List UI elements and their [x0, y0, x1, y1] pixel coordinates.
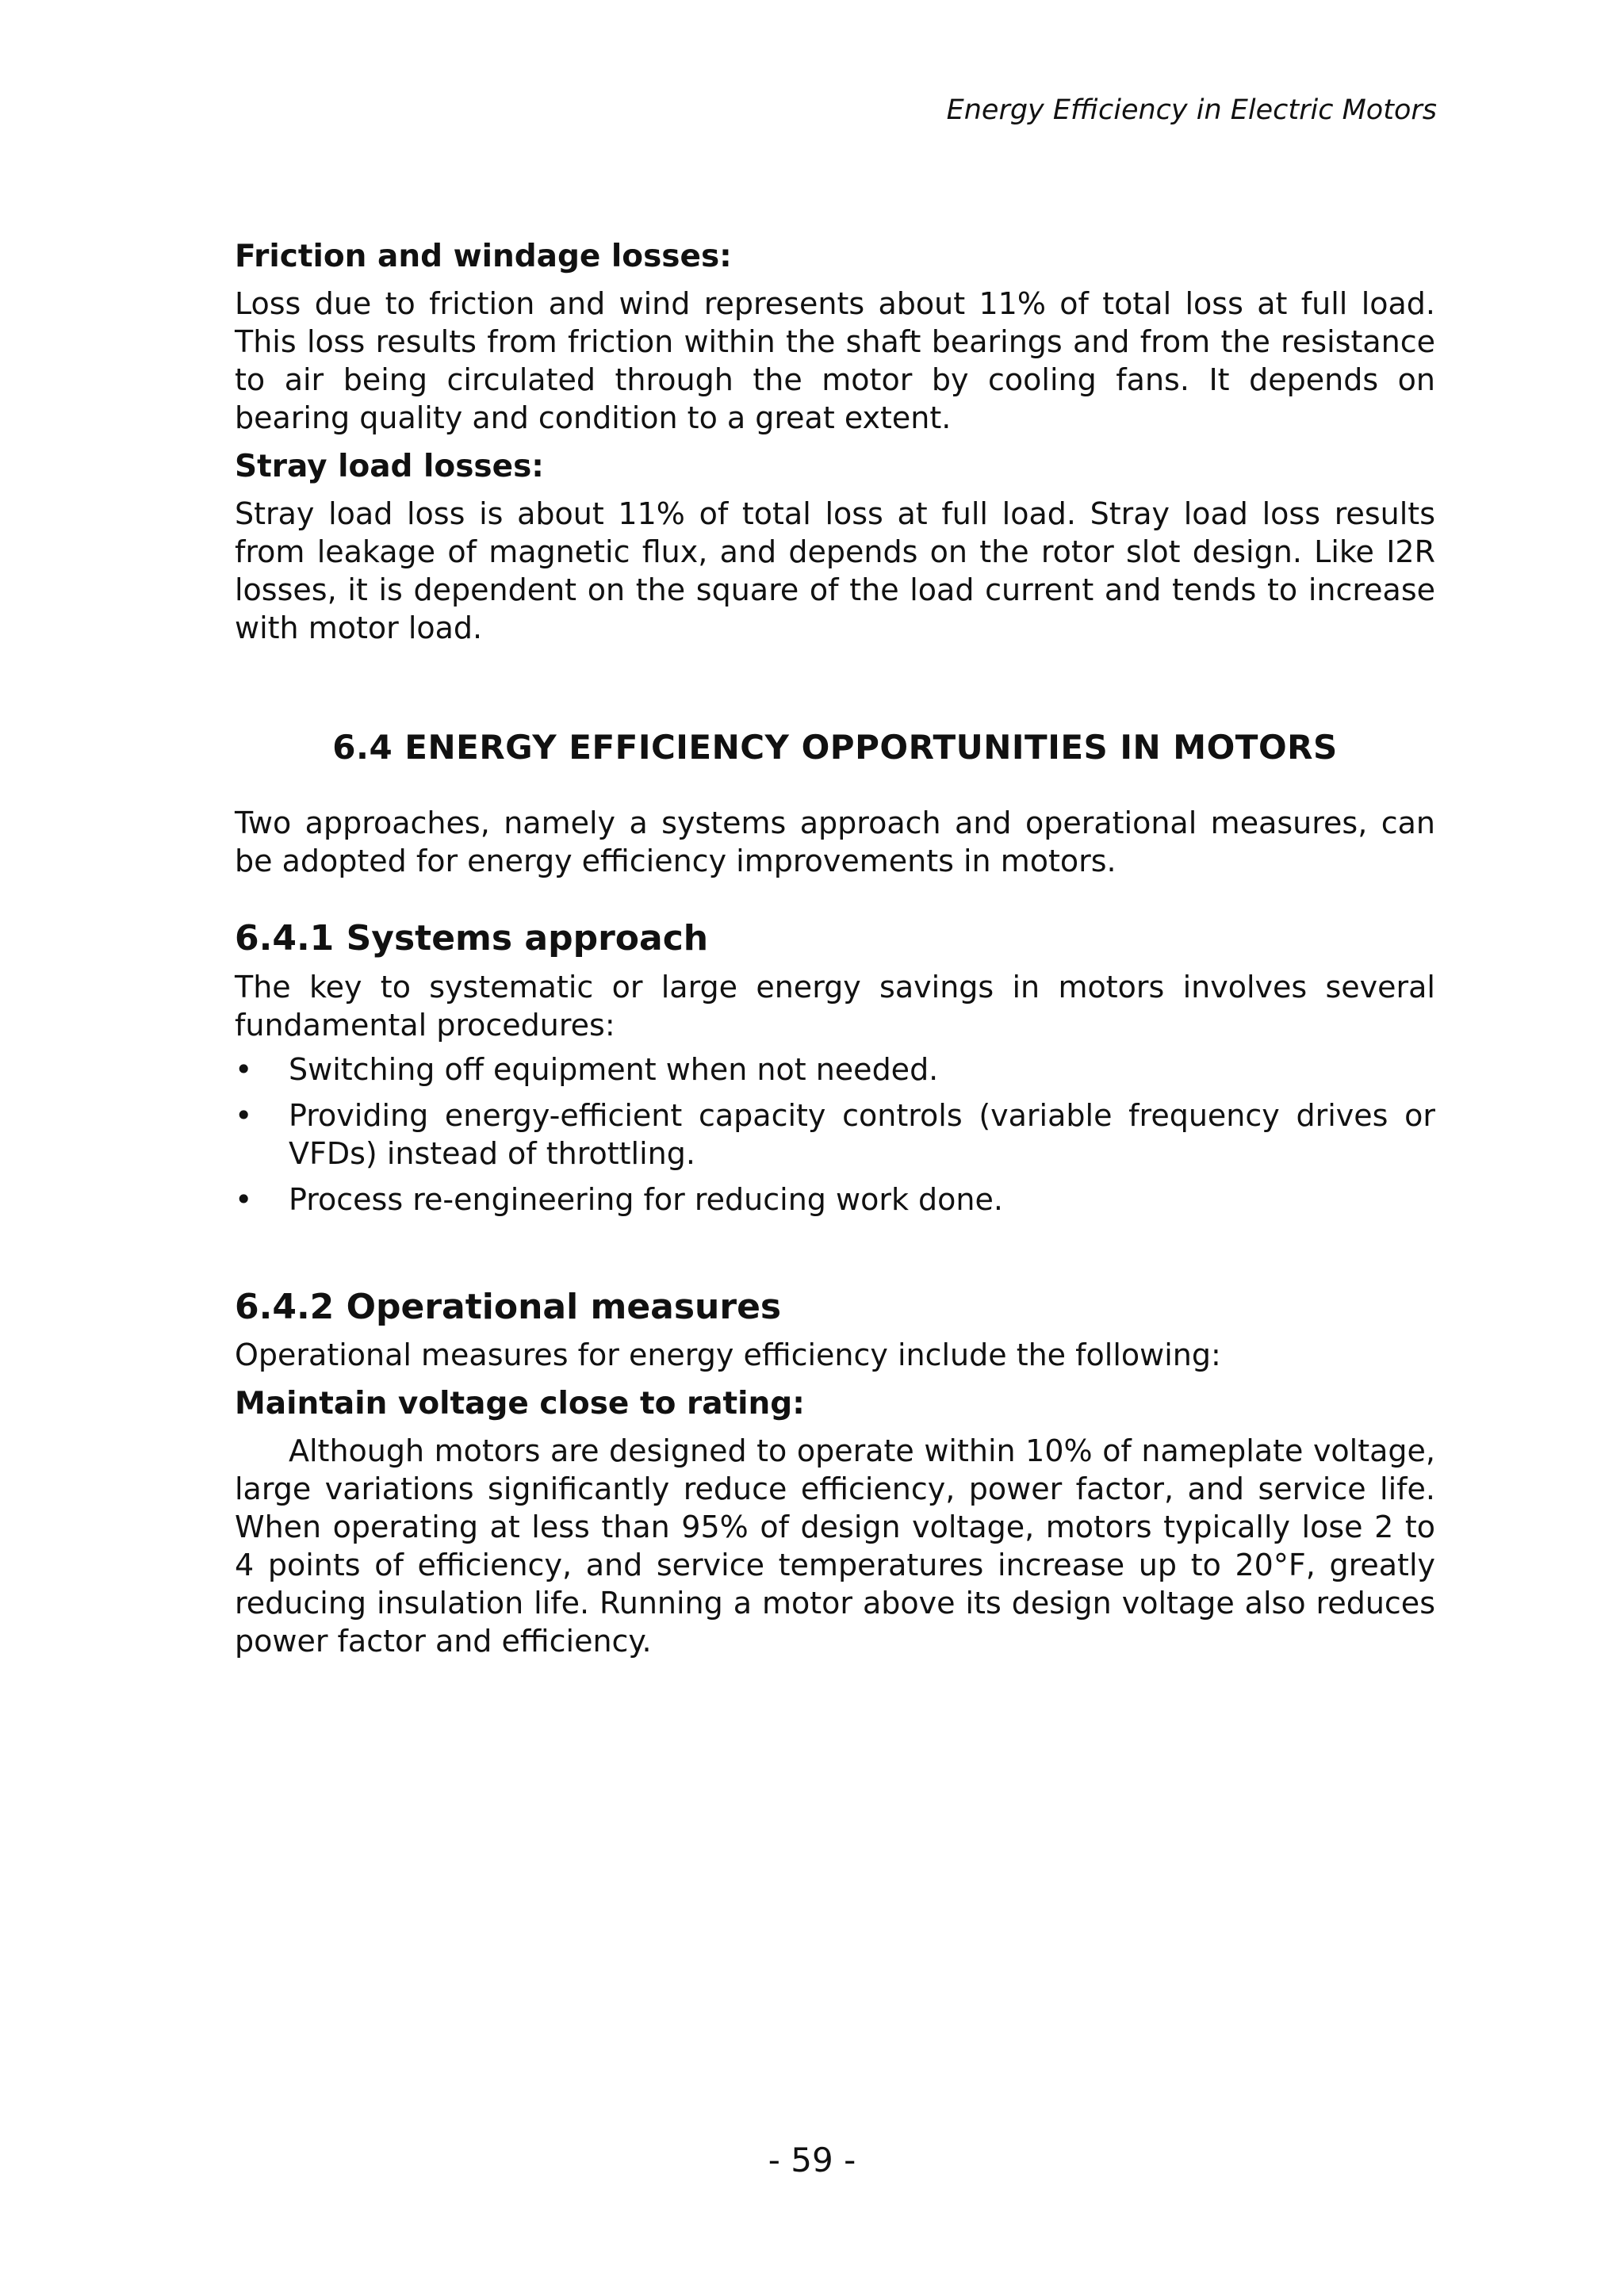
list-item-text: Providing energy-efficient capacity controls (variable frequency drives or VFDs) instead of throttling. [289, 1097, 1435, 1171]
bullet-icon: • [235, 1097, 253, 1133]
page-number: - 59 - [768, 2141, 856, 2179]
voltage-heading: Maintain voltage close to rating: [235, 1386, 805, 1422]
list-item-text: Switching off equipment when not needed. [289, 1051, 939, 1087]
operational-measures-paragraph: Operational measures for energy efficiency include the following: [235, 1337, 1221, 1373]
section-intro-paragraph: Two approaches, namely a systems approach and operational measures, can be adopted for energy efficiency improvements in motors. [235, 805, 1435, 878]
voltage-paragraph: Although motors are designed to operate within 10% of nameplate voltage, large variations significantly reduce efficiency, power factor, and service life. When operating at less than 95% of design voltage, motors typically lose 2 to 4 points of efficiency, and service temperatures increase up to 20°F, greatly reducing insulation life. Running a motor above its design voltage also reduces power factor and efficiency. [235, 1433, 1435, 1659]
systems-approach-title: 6.4.1 Systems approach [235, 917, 709, 959]
page-content [235, 238, 1435, 1660]
bullet-icon: • [235, 1181, 253, 1217]
friction-losses-heading: Friction and windage losses: [235, 239, 732, 274]
systems-approach-paragraph: The key to systematic or large energy savings in motors involves several fundamental procedures: [235, 969, 1435, 1043]
friction-losses-paragraph: Loss due to friction and wind represents about 11% of total loss at full load. This loss results from friction within the shaft bearings and from the resistance to air being circulated through the motor by cooling fans. It depends on bearing quality and condition to a great extent. [235, 285, 1435, 435]
bullet-icon: • [235, 1051, 253, 1087]
list-item-text: Process re-engineering for reducing work done. [289, 1181, 1003, 1217]
running-header: Energy Efficiency in Electric Motors [946, 94, 1437, 126]
stray-losses-paragraph: Stray load loss is about 11% of total loss at full load. Stray load loss results from leakage of magnetic flux, and depends on the rotor slot design. Like I2R losses, it is dependent on the square of the load current and tends to increase with motor load. [235, 496, 1435, 645]
section-title: 6.4 ENERGY EFFICIENCY OPPORTUNITIES IN MOTORS [332, 727, 1338, 767]
list-item [235, 1096, 1435, 1173]
stray-losses-heading: Stray load losses: [235, 448, 544, 484]
systems-approach-list [235, 1050, 1435, 1219]
operational-measures-title: 6.4.2 Operational measures [235, 1286, 782, 1327]
list-item [235, 1181, 1435, 1219]
list-item [235, 1050, 1435, 1089]
